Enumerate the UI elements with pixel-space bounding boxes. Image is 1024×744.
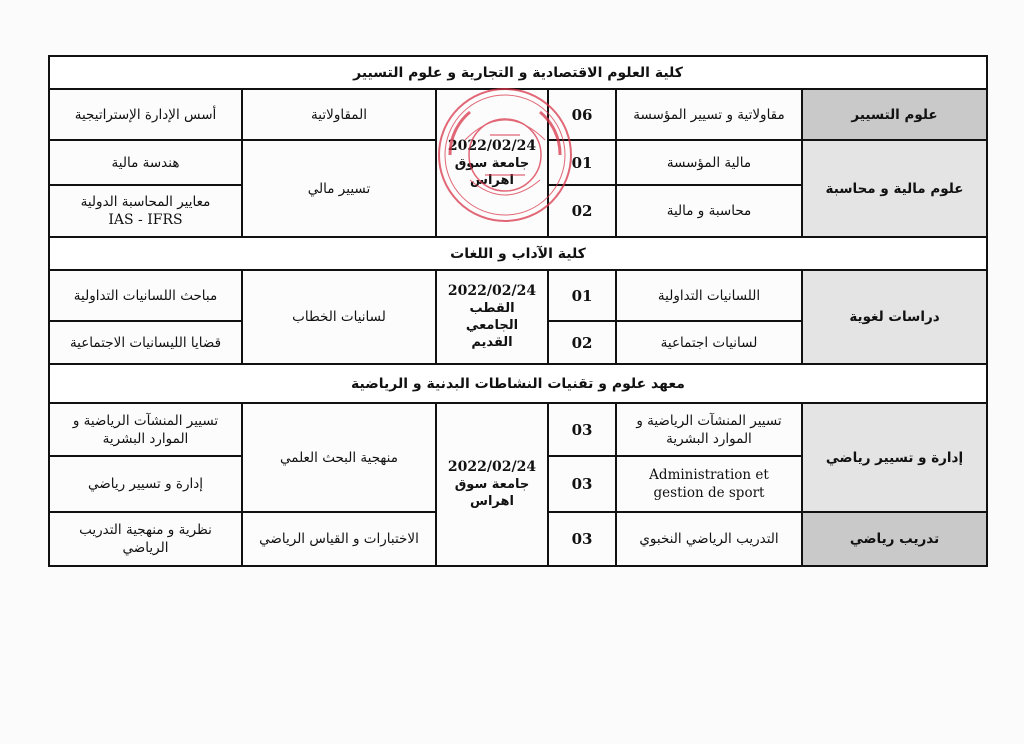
module-line-latin: IAS - IFRS — [108, 212, 183, 228]
specialty-cell: إدارة و تسيير رياضي — [802, 403, 987, 512]
exam-date: 2022/02/24 — [447, 137, 537, 154]
exam-date: 2022/02/24 — [447, 283, 537, 299]
sub-specialty-line-latin: Administration et — [649, 467, 769, 483]
module-line: الرياضي — [122, 540, 169, 556]
code-cell: 03 — [548, 403, 616, 456]
module-cell — [49, 185, 242, 237]
module-cell: أسس الإدارة الإستراتيجية — [49, 89, 242, 140]
faculty-title-letters: كلية الآداب و اللغات — [49, 237, 987, 270]
subject-cell: الاختبارات و القياس الرياضي — [242, 512, 436, 566]
module-cell: إدارة و تسيير رياضي — [49, 456, 242, 512]
faculty-title-economics: كلية العلوم الاقتصادية و التجارية و علوم التسيير — [49, 56, 987, 89]
code-cell: 06 — [548, 89, 616, 140]
sub-specialty-cell: لسانيات اجتماعية — [616, 321, 802, 364]
table-row — [49, 270, 987, 321]
sub-specialty-cell — [616, 403, 802, 456]
subject-cell: المقاولاتية — [242, 89, 436, 140]
sub-specialty-cell: اللسانيات التداولية — [616, 270, 802, 321]
code-cell: 01 — [548, 140, 616, 185]
module-cell — [49, 512, 242, 566]
sub-specialty-cell: مالية المؤسسة — [616, 140, 802, 185]
sub-specialty-cell: محاسبة و مالية — [616, 185, 802, 237]
exam-place: جامعة سوق اهراس — [454, 477, 530, 509]
faculty-row-sports — [49, 364, 987, 403]
specialty-cell: علوم مالية و محاسبة — [802, 140, 987, 237]
date-place-cell — [436, 89, 548, 237]
exam-date: 2022/02/24 — [447, 459, 537, 475]
exam-place: القطب الجامعي — [465, 301, 519, 333]
exam-place: القديم — [471, 335, 513, 350]
sub-specialty-cell — [616, 456, 802, 512]
exam-place: جامعة سوق اهراس — [454, 155, 530, 188]
specialty-cell: علوم التسيير — [802, 89, 987, 140]
module-cell: قضايا الليسانيات الاجتماعية — [49, 321, 242, 364]
faculty-row-economics — [49, 56, 987, 89]
subject-cell: لسانيات الخطاب — [242, 270, 436, 364]
sub-specialty-line: تسيير المنشآت الرياضية و — [636, 412, 782, 429]
table-row — [49, 403, 987, 456]
module-line: تسيير المنشآت الرياضية و — [72, 412, 219, 429]
sub-specialty-line: الموارد البشرية — [666, 430, 752, 447]
subject-cell: تسيير مالي — [242, 140, 436, 237]
date-place-cell — [436, 403, 548, 566]
faculty-title-sports: معهد علوم و تقنيات النشاطات البدنية و الرياضية — [49, 364, 987, 403]
code-cell: 02 — [548, 185, 616, 237]
faculty-row-letters — [49, 237, 987, 270]
table-row — [49, 89, 987, 140]
date-place-cell — [436, 270, 548, 364]
code-cell: 01 — [548, 270, 616, 321]
code-cell: 02 — [548, 321, 616, 364]
sub-specialty-cell: التدريب الرياضي النخبوي — [616, 512, 802, 566]
module-cell: مباحث اللسانيات التداولية — [49, 270, 242, 321]
module-line: الموارد البشرية — [102, 430, 189, 447]
sub-specialty-line-latin: gestion de sport — [653, 485, 765, 501]
schedule-table — [48, 55, 988, 567]
module-cell: هندسة مالية — [49, 140, 242, 185]
module-line: نظرية و منهجية التدريب — [79, 522, 212, 538]
specialty-cell: تدريب رياضي — [802, 512, 987, 566]
code-cell: 03 — [548, 512, 616, 566]
module-cell — [49, 403, 242, 456]
sub-specialty-cell: مقاولاتية و تسيير المؤسسة — [616, 89, 802, 140]
code-cell: 03 — [548, 456, 616, 512]
specialty-cell: دراسات لغوية — [802, 270, 987, 364]
subject-cell: منهجية البحث العلمي — [242, 403, 436, 512]
module-line: معايير المحاسبة الدولية — [80, 194, 211, 210]
